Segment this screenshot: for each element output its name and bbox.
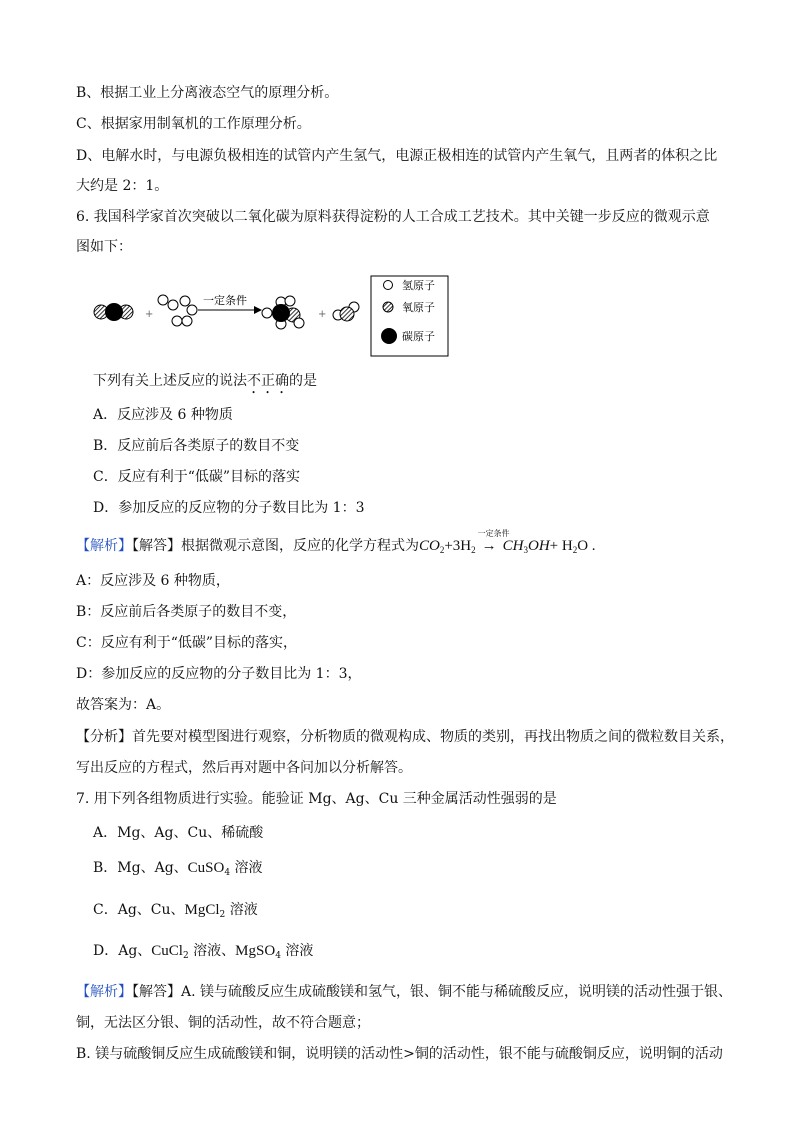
fenxi-line: 【分析】首先要对模型图进行观察，分析物质的微观构成、物质的类别，再找出物质之间的微粒数目关系，	[76, 729, 734, 745]
arrow-label: 一定条件	[203, 294, 247, 307]
reaction-diagram	[88, 275, 458, 360]
legend-oxygen: 氧原子	[402, 301, 435, 314]
option-d: D．Ag、CuCl$_2$ 溶液、MgSO$_4$ 溶液	[93, 943, 314, 961]
hydrogen-molecules	[158, 295, 197, 326]
option-b: B．反应前后各类原子的数目不变	[93, 438, 300, 454]
analysis-point: C：反应有利于“低碳”目标的落实，	[76, 635, 298, 651]
text-line: C、根据家用制氧机的工作原理分析。	[76, 116, 311, 132]
analysis-tag: 【解析】	[76, 538, 132, 554]
co2-molecule	[94, 303, 133, 321]
hydrogen-atom-icon	[384, 281, 393, 290]
option-c: C．反应有利于“低碳”目标的落实	[93, 469, 301, 485]
carbon-atom-icon	[381, 328, 397, 344]
option-b: B．Mg、Ag、CuSO$_4$ 溶液	[93, 860, 263, 878]
question-6-stem: 图如下：	[76, 239, 132, 255]
option-a: A．反应涉及 6 种物质	[93, 407, 233, 423]
analysis-line: 【解析】【解答】A. 镁与硫酸反应生成硫酸镁和氢气，银、铜不能与稀硫酸反应，说明镁的活动性强于银、	[76, 984, 733, 1000]
answer-line: 故答案为：A。	[76, 697, 171, 713]
analysis-tag: 【解析】	[76, 984, 132, 1000]
text-line: 大约是 2：1。	[76, 178, 169, 194]
answer-tag: 【解答】	[132, 538, 181, 554]
question-6-prompt: 下列有关上述反应的说法不正确的是	[93, 373, 317, 389]
plus-sign: +	[318, 309, 327, 320]
option-a: A．Mg、Ag、Cu、稀硫酸	[93, 825, 264, 841]
analysis-point: D：参加反应的反应物的分子数目比为 1：3，	[76, 666, 362, 682]
water-molecule	[333, 302, 359, 321]
question-6-stem: 6. 我国科学家首次突破以二氧化碳为原料获得淀粉的人工合成工艺技术。其中关键一步反应的微观示意	[76, 209, 710, 225]
option-c: C．Ag、Cu、MgCl$_2$ 溶液	[93, 902, 258, 920]
analysis-line: B. 镁与硫酸铜反应生成硫酸镁和铜，说明镁的活动性>铜的活动性，银不能与硫酸铜反应，说明铜的活动	[76, 1046, 723, 1062]
text-line: B、根据工业上分离液态空气的原理分析。	[76, 85, 339, 101]
legend-hydrogen: 氢原子	[402, 279, 435, 292]
fenxi-tag: 【分析】	[76, 729, 132, 745]
analysis-line: 铜，无法区分银、铜的活动性，故不符合题意；	[76, 1015, 370, 1031]
analysis-point: B：反应前后各类原子的数目不变，	[76, 604, 297, 620]
methanol-molecule	[262, 296, 304, 329]
chemical-equation: $CO_2+3H_2$ 一定条件 → $CH_3OH+ H_2O$ .	[419, 529, 596, 555]
answer-tag: 【解答】	[132, 984, 181, 1000]
fenxi-line: 写出反应的方程式，然后再对题中各问加以分析解答。	[76, 760, 412, 776]
legend-carbon: 碳原子	[402, 330, 435, 343]
plus-sign: +	[145, 309, 154, 320]
analysis-point: A：反应涉及 6 种物质，	[76, 573, 230, 589]
question-7-stem: 7. 用下列各组物质进行实验。能验证 Mg、Ag、Cu 三种金属活动性强弱的是	[76, 791, 557, 807]
option-d: D．参加反应的反应物的分子数目比为 1：3	[93, 500, 365, 516]
oxygen-atom-icon	[383, 302, 393, 312]
text-line: D、电解水时，与电源负极相连的试管内产生氢气，电源正极相连的试管内产生氧气，且两者的体积之比	[76, 148, 718, 164]
analysis-line: 【解析】【解答】根据微观示意图，反应的化学方程式为$CO_2+3H_2$ 一定条件 → $CH_3OH+ H_2O$ .	[76, 529, 596, 555]
emphasis-text: 不正确	[247, 373, 289, 389]
